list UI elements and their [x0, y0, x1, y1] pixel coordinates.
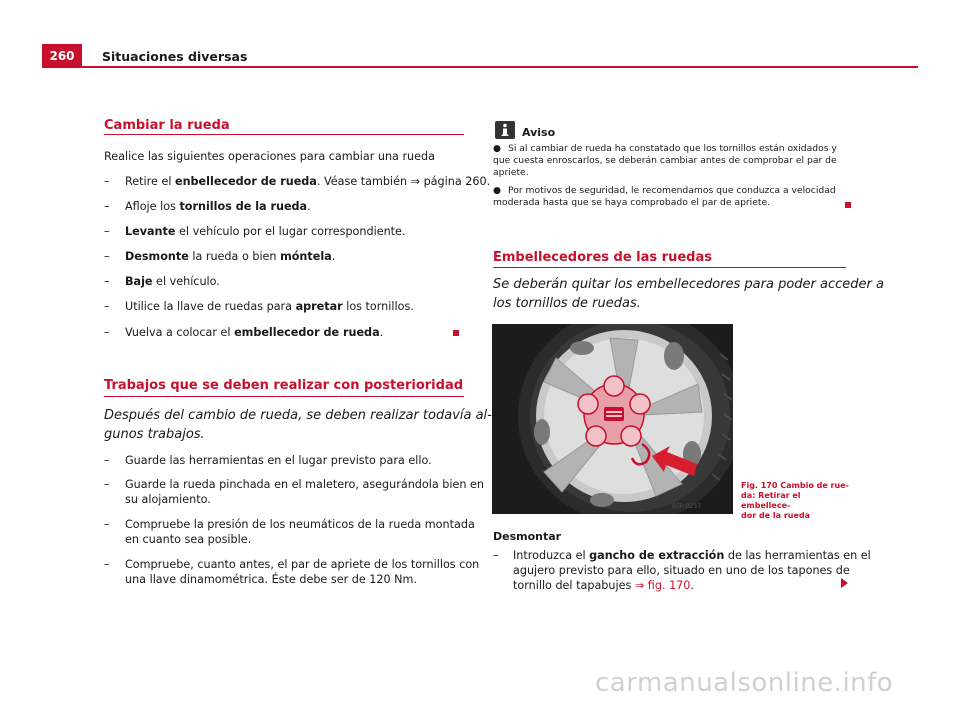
list-item-text: Desmonte la rueda o bien móntela.: [125, 250, 336, 263]
bullet: ●: [493, 185, 502, 196]
intro-italic-line: gunos trabajos.: [104, 427, 205, 442]
dash: –: [104, 250, 110, 263]
heading-rule: [104, 134, 464, 135]
list-item-text: Compruebe, cuanto antes, el par de apriete de los tornillos con: [125, 558, 480, 571]
dash: –: [493, 549, 499, 562]
note-title: Aviso: [522, 126, 556, 139]
list-item-text: Baje el vehículo.: [125, 275, 220, 288]
heading-rule: [493, 267, 846, 268]
dash: –: [104, 175, 110, 188]
dash: –: [104, 478, 110, 491]
dash: –: [104, 275, 110, 288]
header-rule: [82, 66, 918, 68]
note-text: moderada hasta que se haya comprobado el par de apriete.: [493, 197, 771, 208]
note-text: Por motivos de seguridad, le recomendamos que conduzca a velocidad: [508, 185, 836, 196]
bullet: ●: [493, 143, 502, 154]
list-item-text: en cuanto sea posible.: [125, 533, 252, 546]
intro-italic-line: Se deberán quitar los embellecedores para poder acceder a: [493, 277, 884, 292]
dash: –: [104, 558, 110, 571]
dash: –: [104, 300, 110, 313]
list-item-text: Compruebe la presión de los neumáticos de la rueda montada: [125, 518, 475, 531]
list-item-text: su alojamiento.: [125, 493, 211, 506]
list-item-text: tornillo del tapabujes ⇒ fig. 170.: [513, 579, 694, 592]
heading-rule: [104, 396, 464, 397]
figure-code: B5P-0237: [672, 503, 701, 510]
heading-trabajos: Trabajos que se deben realizar con posterioridad: [104, 378, 464, 393]
note-text: Si al cambiar de rueda ha constatado que los tornillos están oxidados y: [508, 143, 837, 154]
watermark: carmanualsonline.info: [595, 668, 894, 698]
dash: –: [104, 326, 110, 339]
list-item-text: Introduzca el gancho de extracción de las herramientas en el: [513, 549, 871, 562]
heading-embellecedores: Embellecedores de las ruedas: [493, 250, 712, 265]
intro-italic-line: Después del cambio de rueda, se deben realizar todavía al-: [104, 408, 492, 423]
dash: –: [104, 225, 110, 238]
wheel-illustration: [492, 324, 733, 514]
list-item-text: Retire el enbellecedor de rueda. Véase también ⇒ página 260.: [125, 175, 491, 188]
dash: –: [104, 200, 110, 213]
figure-reference-link[interactable]: ⇒ fig. 170: [634, 579, 691, 592]
list-item-text: Guarde las herramientas en el lugar previsto para ello.: [125, 454, 432, 467]
intro-italic-line: los tornillos de ruedas.: [493, 296, 641, 311]
list-item-text: agujero previsto para ello, situado en uno de los tapones de: [513, 564, 850, 577]
page-number: 260: [42, 44, 82, 68]
list-item-text: una llave dinamométrica. Éste debe ser de 120 Nm.: [125, 573, 418, 586]
info-note-icon: [495, 121, 515, 139]
list-item-text: Guarde la rueda pinchada en el maletero, asegurándola bien en: [125, 478, 484, 491]
list-item-text: Afloje los tornillos de la rueda.: [125, 200, 311, 213]
arrow-right-icon: [841, 578, 848, 588]
list-item-text: Vuelva a colocar el embellecedor de rueda.: [125, 326, 384, 339]
dash: –: [104, 518, 110, 531]
section-end-icon: [845, 202, 851, 208]
list-item-text: Levante el vehículo por el lugar correspondiente.: [125, 225, 406, 238]
wheel-figure: [492, 324, 733, 514]
heading-cambiar-rueda: Cambiar la rueda: [104, 118, 230, 133]
section-end-icon: [453, 330, 459, 336]
intro-text: Realice las siguientes operaciones para cambiar una rueda: [104, 150, 435, 163]
running-header: Situaciones diversas: [102, 49, 248, 64]
note-text: que cuesta enroscarlos, se deberán cambiar antes de comprobar el par de: [493, 155, 837, 166]
figure-caption: Fig. 170 Cambio de rue- da: Retirar el embellece- dor de la rueda: [741, 481, 849, 520]
subheading-desmontar: Desmontar: [493, 530, 562, 543]
dash: –: [104, 454, 110, 467]
list-item-text: Utilice la llave de ruedas para apretar los tornillos.: [125, 300, 414, 313]
note-text: apriete.: [493, 167, 529, 178]
